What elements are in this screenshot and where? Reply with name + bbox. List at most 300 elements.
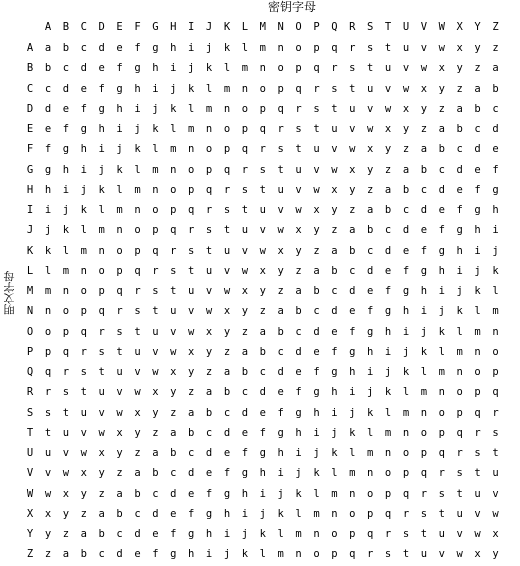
cipher-cell-j-l: u [241,224,249,237]
cipher-cell-e-n: r [277,123,284,135]
cipher-cell-y-l: j [241,528,249,540]
cipher-cell-x-v: s [420,507,428,520]
cipher-cell-t-i: b [188,426,195,439]
plaintext-letter-e: E [26,123,34,135]
cipher-cell-z-f: e [134,548,141,561]
cipher-cell-w-a: w [44,487,52,500]
cipher-cell-a-j: j [205,42,213,54]
cipher-cell-x-w: t [438,507,445,520]
cipher-cell-v-b: w [62,467,70,480]
cipher-cell-l-o: z [295,264,302,277]
cipher-cell-c-x: z [456,82,463,95]
cipher-cell-t-b: u [62,426,70,439]
cipher-cell-y-b: z [62,528,70,540]
plaintext-letter-a: A [26,42,34,54]
cipher-cell-w-k: g [223,487,231,500]
cipher-cell-s-l: d [241,406,249,419]
cipher-cell-n-f: s [134,305,141,318]
cipher-cell-c-r: t [349,82,356,95]
plaintext-letter-r: R [26,386,34,399]
key-letter-j: J [205,21,213,33]
cipher-cell-u-s: m [367,447,374,459]
cipher-cell-y-w: u [438,528,445,540]
cipher-cell-l-j: u [205,264,213,277]
cipher-cell-m-j: v [205,285,213,297]
cipher-cell-j-t: c [384,224,392,237]
key-letter-g: G [152,21,159,33]
cipher-cell-c-e: g [116,82,123,95]
cipher-cell-r-h: y [170,386,177,399]
cipher-cell-d-y: b [474,102,481,115]
key-letter-m: M [259,21,266,33]
cipher-cell-f-p: u [313,143,320,156]
cipher-cell-q-k: a [223,366,231,378]
cipher-cell-j-p: y [313,224,320,237]
cipher-cell-g-s: y [367,163,374,176]
cipher-cell-c-f: h [134,82,141,95]
cipher-cell-v-a: v [44,467,52,480]
cipher-cell-v-f: a [134,467,141,480]
cipher-cell-s-i: a [188,406,195,419]
plaintext-letter-v: V [26,467,34,480]
cipher-cell-v-x: s [456,467,463,480]
cipher-cell-q-s: i [367,366,374,378]
cipher-cell-l-v: g [420,264,428,277]
cipher-cell-s-f: x [134,406,141,419]
cipher-cell-h-a: h [44,183,52,196]
cipher-cell-e-x: b [456,123,463,135]
cipher-cell-h-x: e [456,183,463,196]
cipher-cell-z-q: p [331,548,338,561]
cipher-cell-w-g: c [152,487,159,500]
cipher-cell-c-a: c [44,82,52,95]
cipher-cell-x-r: o [349,507,356,520]
cipher-cell-y-g: e [152,528,159,540]
cipher-cell-u-b: v [62,447,70,459]
cipher-cell-c-c: e [80,82,87,95]
cipher-cell-r-j: a [205,386,213,399]
cipher-cell-g-x: d [456,163,463,176]
cipher-cell-s-n: f [277,406,284,419]
cipher-cell-u-z: t [492,447,499,459]
cipher-cell-p-d: s [98,345,105,358]
cipher-cell-j-u: d [402,224,410,237]
plaintext-letter-f: F [26,143,34,156]
cipher-cell-c-j: l [205,82,213,95]
cipher-cell-r-v: m [420,386,428,399]
cipher-cell-w-q: m [331,487,338,500]
cipher-cell-t-c: v [80,426,87,439]
cipher-cell-o-p: d [313,325,320,338]
cipher-cell-a-o: o [295,42,302,54]
cipher-cell-r-c: t [80,386,87,399]
cipher-cell-i-q: y [331,204,338,216]
cipher-cell-z-w: v [438,548,445,561]
cipher-cell-j-m: v [259,224,266,237]
plaintext-letter-w: W [26,487,34,500]
cipher-cell-d-v: y [420,102,428,115]
cipher-cell-p-l: a [241,345,249,358]
cipher-cell-e-v: z [420,123,428,135]
cipher-cell-w-j: f [205,487,213,500]
cipher-cell-n-r: e [349,305,356,318]
cipher-cell-e-j: n [205,123,213,135]
cipher-cell-q-g: w [152,366,159,378]
cipher-cell-w-l: h [241,487,249,500]
cipher-cell-u-a: u [44,447,52,459]
cipher-cell-d-k: n [223,102,231,115]
cipher-cell-q-z: p [492,366,499,378]
cipher-cell-m-x: j [456,285,463,297]
cipher-cell-h-p: w [313,183,320,196]
cipher-cell-e-i: m [188,123,195,135]
cipher-cell-z-v: u [420,548,428,561]
cipher-cell-e-b: f [62,123,70,135]
cipher-cell-b-u: v [402,62,410,75]
cipher-cell-y-v: t [420,528,428,540]
cipher-cell-z-s: r [367,548,374,561]
cipher-cell-d-p: s [313,102,320,115]
cipher-cell-d-l: o [241,102,249,115]
cipher-cell-q-w: m [438,366,445,378]
cipher-cell-y-t: r [384,528,392,540]
cipher-cell-m-q: c [331,285,338,297]
cipher-cell-i-b: j [62,204,70,216]
cipher-cell-d-q: t [331,102,338,115]
cipher-cell-j-a: j [44,224,52,237]
cipher-cell-p-g: v [152,345,159,358]
cipher-cell-t-h: a [170,426,177,439]
cipher-cell-s-w: o [438,406,445,419]
cipher-cell-e-c: g [80,123,87,135]
key-letter-a: A [44,21,52,33]
cipher-cell-s-y: q [474,406,481,419]
cipher-cell-i-u: c [402,204,410,216]
cipher-cell-r-w: n [438,386,445,399]
cipher-cell-t-y: r [474,426,481,439]
cipher-cell-w-o: k [295,487,302,500]
cipher-cell-z-j: i [205,548,213,561]
cipher-cell-s-c: u [80,406,87,419]
cipher-cell-r-z: q [492,386,499,399]
cipher-cell-r-r: i [349,386,356,399]
cipher-cell-t-q: j [331,426,338,439]
plaintext-letter-u: U [26,447,34,459]
cipher-cell-j-i: r [188,224,195,237]
cipher-cell-g-j: p [205,163,213,176]
key-letter-s: S [367,21,374,33]
cipher-cell-h-l: s [241,183,249,196]
cipher-cell-v-y: t [474,467,481,480]
cipher-cell-o-d: r [98,325,105,338]
cipher-cell-a-l: l [241,42,249,54]
cipher-cell-t-w: p [438,426,445,439]
cipher-cell-y-u: s [402,528,410,540]
cipher-cell-h-v: c [420,183,428,196]
cipher-cell-g-o: u [295,163,302,176]
cipher-cell-q-n: d [277,366,284,378]
cipher-cell-z-k: j [223,548,231,561]
cipher-cell-v-z: u [492,467,499,480]
cipher-cell-k-t: d [384,244,392,257]
cipher-cell-g-c: i [80,163,87,176]
cipher-cell-q-m: c [259,366,266,378]
cipher-cell-m-r: d [349,285,356,297]
cipher-cell-l-b: m [62,264,70,277]
cipher-cell-u-y: s [474,447,481,459]
cipher-cell-v-n: i [277,467,284,480]
cipher-cell-n-o: b [295,305,302,318]
cipher-cell-q-l: b [241,366,249,378]
cipher-cell-t-g: z [152,426,159,439]
cipher-cell-u-i: c [188,447,195,459]
cipher-cell-t-x: q [456,426,463,439]
cipher-cell-h-u: b [402,183,410,196]
cipher-cell-z-l: k [241,548,249,561]
cipher-cell-e-a: e [44,123,52,135]
cipher-cell-n-g: t [152,305,159,318]
cipher-cell-b-o: p [295,62,302,75]
cipher-cell-g-h: n [170,163,177,176]
cipher-cell-v-k: f [223,467,231,480]
cipher-cell-l-p: a [313,264,320,277]
cipher-cell-t-d: w [98,426,105,439]
cipher-cell-s-u: m [402,406,410,419]
cipher-cell-s-k: c [223,406,231,419]
plaintext-letter-m: M [26,285,34,297]
cipher-cell-w-z: v [492,487,499,500]
cipher-cell-p-v: k [420,345,428,358]
cipher-cell-q-i: y [188,366,195,378]
cipher-cell-d-c: f [80,102,87,115]
cipher-cell-g-a: g [44,163,52,176]
cipher-cell-b-f: g [134,62,141,75]
cipher-cell-p-h: w [170,345,177,358]
plaintext-letter-k: K [26,244,34,257]
cipher-cell-j-f: o [134,224,141,237]
cipher-cell-o-u: i [402,325,410,338]
cipher-cell-w-t: p [384,487,392,500]
cipher-cell-d-b: e [62,102,70,115]
cipher-cell-z-o: n [295,548,302,561]
cipher-cell-i-j: r [205,204,213,216]
cipher-cell-k-k: u [223,244,231,257]
cipher-cell-o-w: k [438,325,445,338]
cipher-cell-p-k: z [223,345,231,358]
plaintext-letter-j: J [26,224,34,237]
cipher-cell-w-m: i [259,487,266,500]
cipher-cell-h-q: x [331,183,338,196]
cipher-cell-p-j: y [205,345,213,358]
cipher-cell-t-s: l [367,426,374,439]
cipher-cell-s-s: k [367,406,374,419]
cipher-cell-f-y: d [474,143,481,156]
cipher-cell-l-g: r [152,264,159,277]
cipher-cell-l-s: d [367,264,374,277]
cipher-cell-q-b: r [62,366,70,378]
cipher-cell-p-i: x [188,345,195,358]
cipher-cell-f-e: j [116,143,123,156]
cipher-cell-c-p: r [313,82,320,95]
cipher-cell-x-x: u [456,507,463,520]
cipher-cell-u-m: g [259,447,266,459]
cipher-cell-n-b: o [62,305,70,318]
cipher-cell-b-j: k [205,62,213,75]
cipher-cell-q-r: h [349,366,356,378]
cipher-cell-o-b: p [62,325,70,338]
cipher-cell-t-a: t [44,426,52,439]
cipher-cell-k-f: p [134,244,141,257]
cipher-cell-w-p: l [313,487,320,500]
cipher-cell-n-u: h [402,305,410,318]
cipher-cell-e-u: y [402,123,410,135]
cipher-cell-p-f: u [134,345,141,358]
cipher-cell-w-x: t [456,487,463,500]
cipher-cell-v-s: n [367,467,374,480]
cipher-cell-t-m: f [259,426,266,439]
cipher-cell-p-o: d [295,345,302,358]
cipher-cell-w-f: b [134,487,141,500]
cipher-cell-t-j: c [205,426,213,439]
cipher-cell-h-c: j [80,183,87,196]
cipher-cell-a-d: d [98,42,105,54]
cipher-cell-e-r: v [349,123,356,135]
cipher-cell-t-z: s [492,426,499,439]
cipher-cell-s-z: r [492,406,499,419]
cipher-cell-g-k: q [223,163,231,176]
cipher-cell-f-t: y [384,143,392,156]
cipher-cell-b-v: w [420,62,428,75]
cipher-cell-a-b: b [62,42,70,54]
cipher-cell-m-y: k [474,285,481,297]
cipher-cell-k-m: w [259,244,266,257]
cipher-cell-y-i: g [188,528,195,540]
cipher-cell-i-a: i [44,204,52,216]
cipher-cell-s-h: z [170,406,177,419]
cipher-cell-f-k: p [223,143,231,156]
cipher-cell-i-p: x [313,204,320,216]
cipher-cell-e-z: d [492,123,499,135]
cipher-cell-n-x: k [456,305,463,318]
cipher-cell-v-r: m [349,467,356,480]
cipher-cell-z-h: g [170,548,177,561]
cipher-cell-b-p: q [313,62,320,75]
cipher-cell-r-t: k [384,386,392,399]
cipher-cell-e-w: a [438,123,445,135]
cipher-cell-q-a: q [44,366,52,378]
cipher-cell-r-x: o [456,386,463,399]
cipher-cell-y-x: v [456,528,463,540]
cipher-cell-a-y: y [474,42,481,54]
cipher-cell-m-w: i [438,285,445,297]
plaintext-letter-h: H [26,183,34,196]
cipher-cell-l-l: w [241,264,249,277]
cipher-cell-a-k: k [223,42,231,54]
cipher-cell-d-r: u [349,102,356,115]
cipher-cell-g-f: l [134,163,141,176]
cipher-cell-h-m: t [259,183,266,196]
plaintext-letter-i: I [26,204,34,216]
cipher-cell-o-r: f [349,325,356,338]
cipher-cell-x-j: g [205,507,213,520]
cipher-cell-j-b: k [62,224,70,237]
key-letter-b: B [62,21,70,33]
cipher-cell-c-k: m [223,82,231,95]
cipher-cell-m-f: r [134,285,141,297]
cipher-cell-f-w: b [438,143,445,156]
cipher-cell-s-t: l [384,406,392,419]
cipher-cell-y-e: c [116,528,123,540]
cipher-cell-k-r: b [349,244,356,257]
cipher-cell-b-a: b [44,62,52,75]
cipher-cell-y-n: l [277,528,284,540]
cipher-cell-s-a: s [44,406,52,419]
plaintext-letter-x: X [26,507,34,520]
cipher-cell-a-h: h [170,42,177,54]
cipher-cell-t-u: n [402,426,410,439]
cipher-cell-u-g: a [152,447,159,459]
cipher-cell-m-b: n [62,285,70,297]
cipher-cell-x-o: l [295,507,302,520]
cipher-cell-c-g: i [152,82,159,95]
cipher-cell-f-o: t [295,143,302,156]
cipher-cell-s-m: e [259,406,266,419]
cipher-cell-z-p: o [313,548,320,561]
cipher-cell-x-u: r [402,507,410,520]
cipher-cell-i-g: o [152,204,159,216]
cipher-cell-h-h: o [170,183,177,196]
cipher-cell-y-s: q [367,528,374,540]
cipher-cell-i-e: m [116,204,123,216]
cipher-cell-o-x: l [456,325,463,338]
cipher-cell-r-q: h [331,386,338,399]
cipher-cell-m-a: m [44,285,52,297]
cipher-cell-m-e: q [116,285,123,297]
key-letter-o: O [295,21,302,33]
cipher-cell-c-o: q [295,82,302,95]
cipher-cell-q-c: s [80,366,87,378]
cipher-cell-b-r: s [349,62,356,75]
cipher-cell-g-v: b [420,163,428,176]
plaintext-letter-g: G [26,163,34,176]
cipher-cell-r-u: l [402,386,410,399]
cipher-cell-z-t: s [384,548,392,561]
cipher-cell-c-n: p [277,82,284,95]
cipher-cell-n-d: q [98,305,105,318]
cipher-cell-k-h: r [170,244,177,257]
cipher-cell-f-q: v [331,143,338,156]
cipher-cell-e-e: i [116,123,123,135]
cipher-cell-s-b: t [62,406,70,419]
cipher-cell-v-p: k [313,467,320,480]
cipher-cell-z-e: d [116,548,123,561]
cipher-cell-l-m: x [259,264,266,277]
cipher-cell-b-q: r [331,62,338,75]
cipher-cell-n-i: v [188,305,195,318]
cipher-cell-t-f: y [134,426,141,439]
cipher-cell-v-c: x [80,467,87,480]
cipher-cell-q-x: n [456,366,463,378]
cipher-cell-x-n: k [277,507,284,520]
cipher-cell-q-u: k [402,366,410,378]
cipher-cell-o-t: h [384,325,392,338]
key-letter-e: E [116,21,123,33]
cipher-cell-n-w: j [438,305,445,318]
cipher-cell-m-p: b [313,285,320,297]
cipher-cell-j-r: a [349,224,356,237]
cipher-cell-a-i: i [188,42,195,54]
plaintext-letter-z: Z [26,548,34,561]
